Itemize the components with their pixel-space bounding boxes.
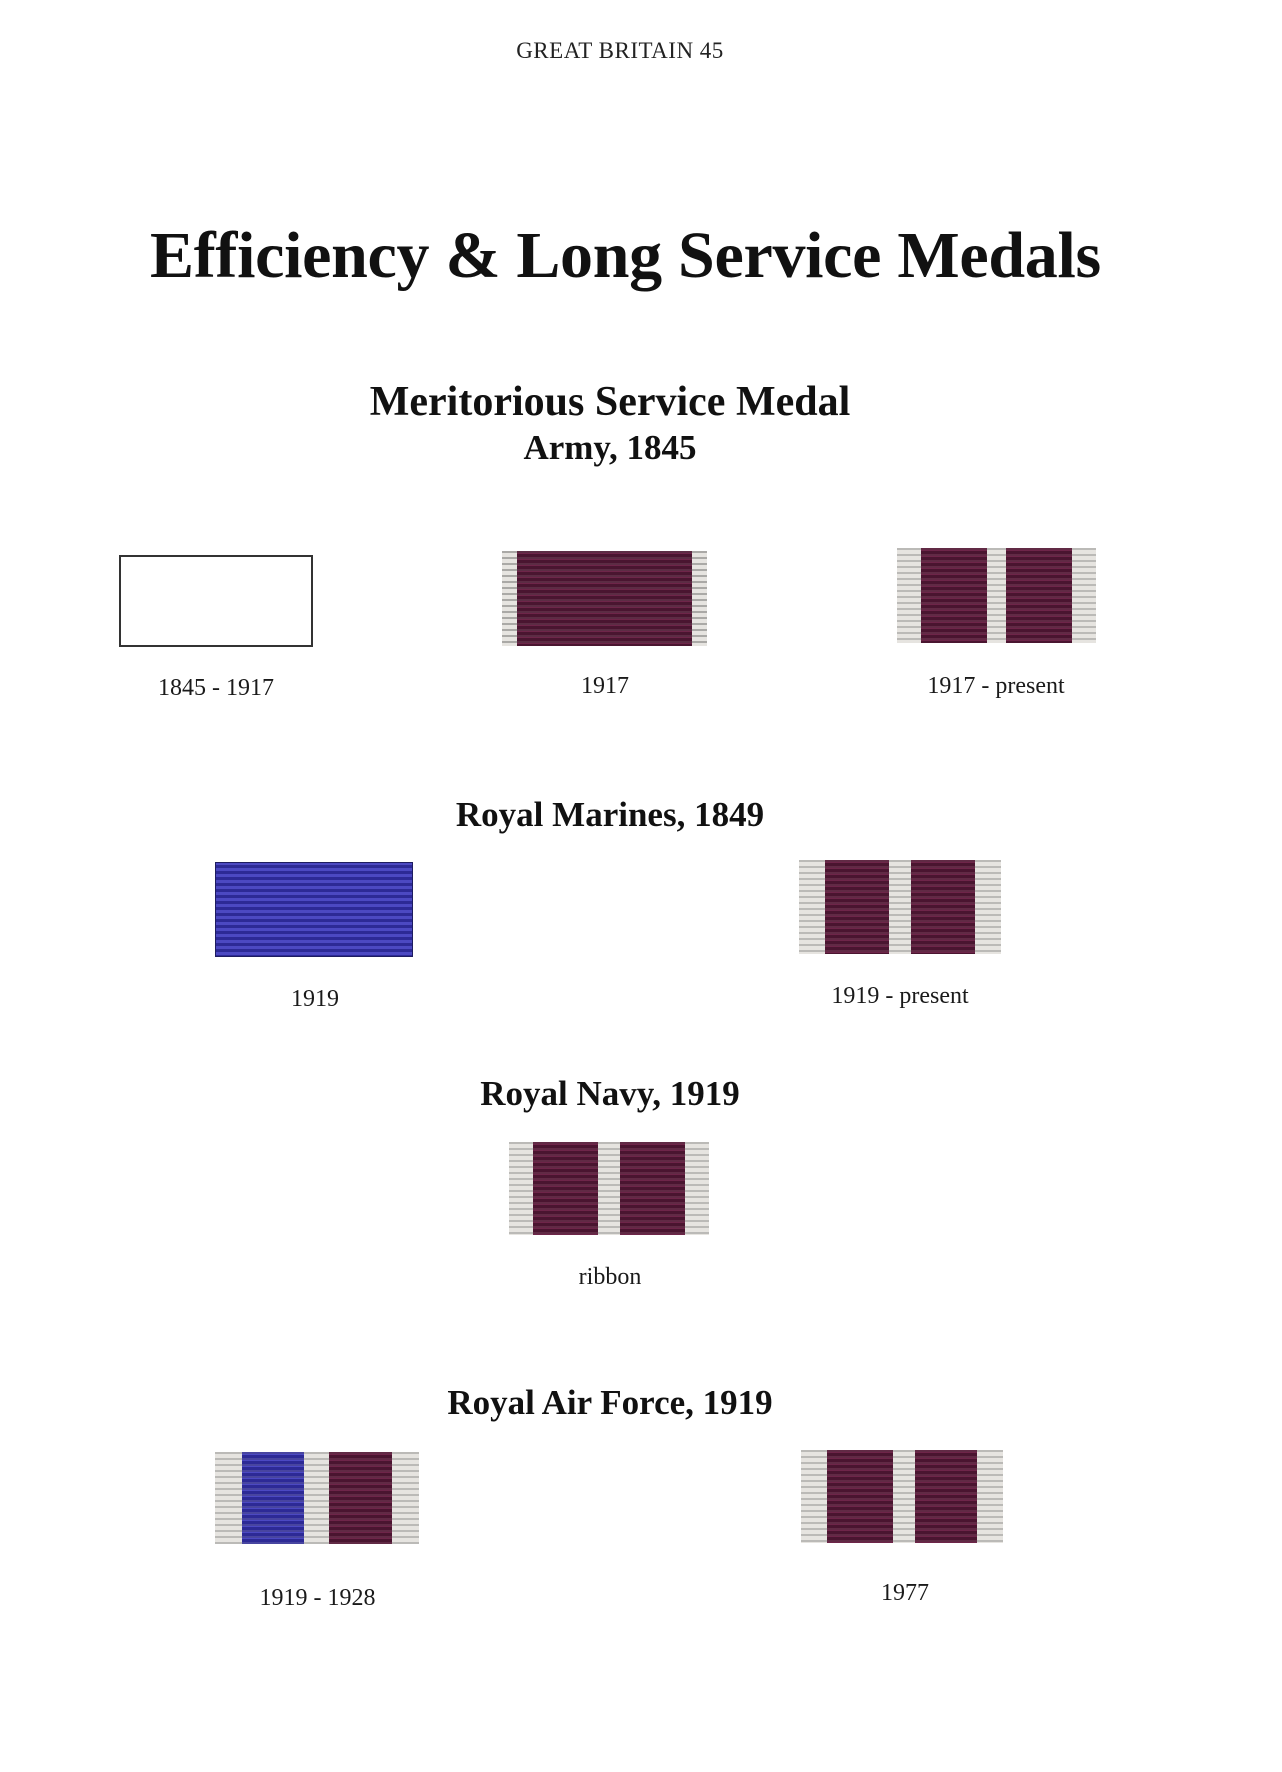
section-heading-army: Army, 1845 [523, 428, 697, 467]
crimson-ribbon-white-edges-center-stripe-icon [509, 1142, 709, 1235]
crimson-ribbon-white-edges-icon [502, 551, 707, 646]
ribbon-caption: 1917 - present [927, 673, 1065, 699]
section-heading-royal-navy: Royal Navy, 1919 [480, 1074, 740, 1113]
crimson-ribbon-white-edges-center-stripe-icon [799, 860, 1001, 954]
ribbon-caption: 1845 - 1917 [158, 675, 274, 701]
ribbon-caption: 1919 - 1928 [259, 1585, 376, 1611]
section-heading-royal-marines: Royal Marines, 1849 [455, 795, 765, 834]
dark-blue-ribbon-icon [215, 862, 413, 957]
ribbon-caption: 1917 [581, 673, 629, 699]
blue-crimson-ribbon-white-edges-center-stripe-icon [215, 1452, 419, 1544]
section-heading-royal-air-force: Royal Air Force, 1919 [447, 1383, 773, 1422]
running-head: GREAT BRITAIN 45 [516, 38, 724, 63]
page-title: Efficiency & Long Service Medals [150, 219, 1101, 292]
ribbon-caption: ribbon [578, 1264, 642, 1290]
ribbon-caption: 1919 - present [831, 983, 969, 1009]
crimson-ribbon-white-edges-center-stripe-icon [897, 548, 1096, 643]
blank-ribbon-outline-icon [119, 555, 313, 647]
ribbon-caption: 1977 [881, 1580, 929, 1606]
ribbon-caption: 1919 [291, 986, 339, 1012]
crimson-ribbon-white-edges-center-stripe-icon [801, 1450, 1003, 1543]
medal-title: Meritorious Service Medal [369, 379, 851, 425]
